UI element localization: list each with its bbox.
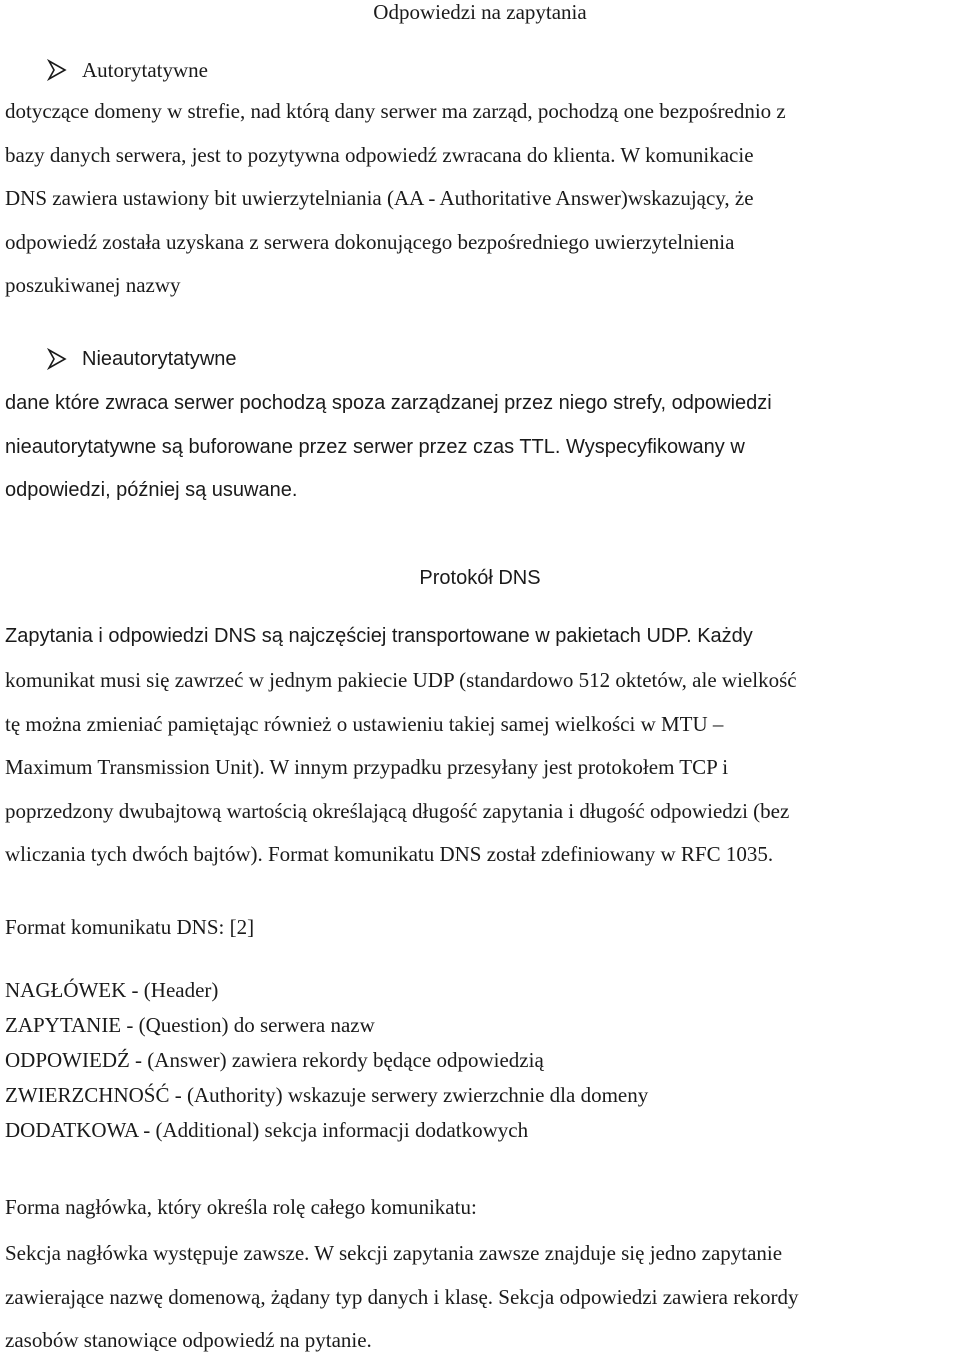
format-heading: Format komunikatu DNS: [2] (5, 915, 255, 939)
format-item-authority: ZWIERZCHNOŚĆ - (Authority) wskazuje serwery zwierzchnie dla domeny (5, 1083, 649, 1107)
paragraph-line: bazy danych serwera, jest to pozytywna odpowiedź zwracana do klienta. W komunikacie (5, 142, 754, 167)
paragraph-line: zawierające nazwę domenową, żądany typ danych i klasę. Sekcja odpowiedzi zawiera rekordy (5, 1284, 799, 1309)
paragraph-line: Maximum Transmission Unit). W innym przypadku przesyłany jest protokołem TCP i (5, 755, 729, 779)
format-item-question: ZAPYTANIE - (Question) do serwera nazw (5, 1013, 375, 1037)
format-list (5, 973, 648, 1148)
page-title: Odpowiedzi na zapytania (373, 0, 587, 24)
arrowhead-bullet-icon (46, 348, 68, 370)
nonauthoritative-heading: Nieautorytatywne (82, 347, 237, 370)
format-item-answer: ODPOWIEDŹ - (Answer) zawiera rekordy będące odpowiedzią (5, 1048, 544, 1072)
format-item-additional: DODATKOWA - (Additional) sekcja informacji dodatkowych (5, 1118, 529, 1142)
paragraph-line: odpowiedzi, później są usuwane. (5, 479, 298, 501)
paragraph-line: poszukiwanej nazwy (5, 273, 181, 297)
bullet-nonauthoritative (46, 344, 237, 374)
paragraph-line: komunikat musi się zawrzeć w jednym pakiecie UDP (standardowo 512 oktetów, ale wielkość (5, 668, 797, 692)
bullet-authoritative (46, 55, 208, 85)
authoritative-paragraph (5, 90, 786, 308)
paragraph-line: poprzedzony dwubajtową wartością określającą długość zapytania i długość odpowiedzi (bez (5, 798, 790, 823)
paragraph-line: dotyczące domeny w strefie, nad którą dany serwer ma zarząd, pochodzą one bezpośrednio z (5, 99, 786, 123)
paragraph-line: tę można zmieniać pamiętając również o ustawieniu takiej samej wielkości w MTU – (5, 711, 724, 736)
paragraph-line: DNS zawiera ustawiony bit uwierzytelniania (AA - Authoritative Answer)wskazujący, że (5, 186, 754, 210)
protocol-heading: Protokół DNS (419, 567, 541, 589)
header-form-paragraph (5, 1232, 799, 1363)
header-form-heading: Forma nagłówka, który określa rolę całego komunikatu: (5, 1195, 477, 1219)
paragraph-line: zasobów stanowiące odpowiedź na pytanie. (5, 1328, 372, 1352)
authoritative-heading: Autorytatywne (82, 57, 208, 82)
protocol-paragraph (5, 615, 753, 659)
paragraph-line: Sekcja nagłówka występuje zawsze. W sekcji zapytania zawsze znajduje się jedno zapytanie (5, 1241, 783, 1265)
paragraph-line: wliczania tych dwóch bajtów). Format komunikatu DNS został zdefiniowany w RFC 1035. (5, 842, 774, 866)
nonauthoritative-paragraph (5, 382, 772, 513)
paragraph-line: dane które zwraca serwer pochodzą spoza zarządzanej przez niego strefy, odpowiedzi (5, 392, 772, 414)
paragraph-line: odpowiedź została uzyskana z serwera dokonującego bezpośredniego uwierzytelnienia (5, 229, 735, 254)
paragraph-line: Zapytania i odpowiedzi DNS są najczęściej transportowane w pakietach UDP. Każdy (5, 625, 753, 647)
format-item-header: NAGŁÓWEK - (Header) (5, 978, 219, 1002)
arrowhead-bullet-icon (46, 59, 68, 81)
paragraph-line: nieautorytatywne są buforowane przez serwer przez czas TTL. Wyspecyfikowany w (5, 435, 745, 458)
protocol-paragraph-cont (5, 659, 797, 877)
